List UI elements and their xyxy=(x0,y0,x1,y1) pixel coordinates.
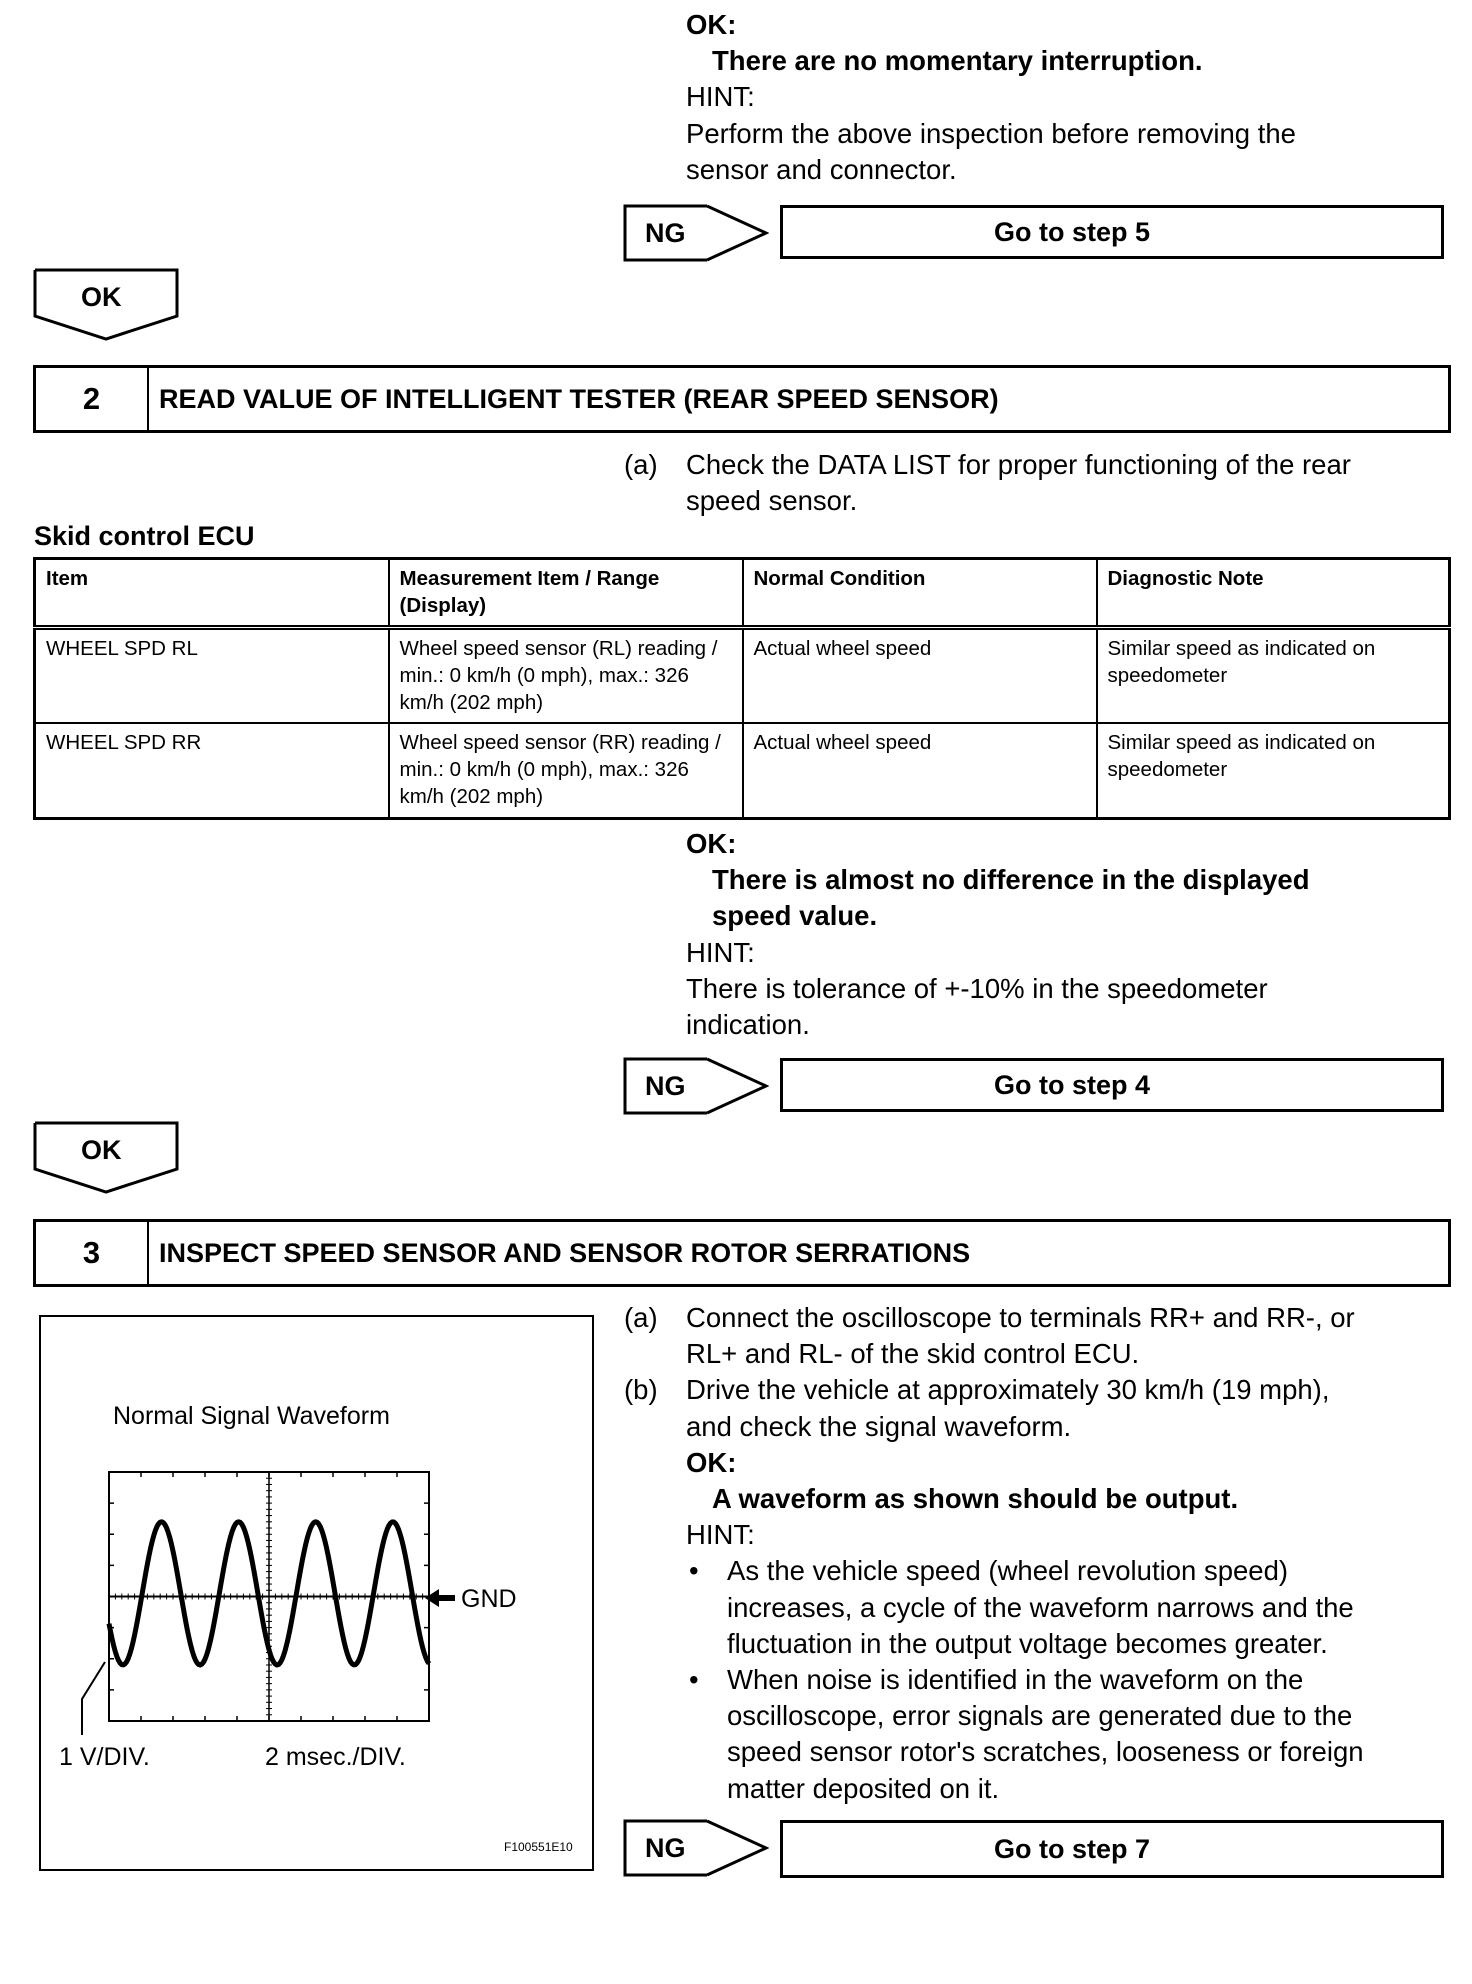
step-title: READ VALUE OF INTELLIGENT TESTER (REAR SPEED SENSOR) xyxy=(159,383,999,414)
ok-label: OK: xyxy=(686,828,737,859)
step-title: INSPECT SPEED SENSOR AND SENSOR ROTOR SERRATIONS xyxy=(159,1237,971,1268)
bullet-line: speed sensor rotor's scratches, looseness or foreign xyxy=(727,1736,1364,1768)
volt-leader-line xyxy=(82,1662,105,1735)
hint-line: There is tolerance of +-10% in the speedometer xyxy=(686,972,1268,1004)
volt-per-div-label: 1 V/DIV. xyxy=(59,1743,150,1771)
ok-label: OK: xyxy=(686,1446,737,1478)
hint-line: sensor and connector. xyxy=(686,153,957,185)
hint-line: indication. xyxy=(686,1009,810,1041)
step3-instructions xyxy=(686,1300,1364,1807)
bullet-icon: • xyxy=(689,1664,699,1696)
ok-label: OK: xyxy=(686,9,737,40)
instruction-line: and check the signal waveform. xyxy=(686,1410,1072,1442)
bullet-line: matter deposited on it. xyxy=(727,1772,1000,1804)
data-list-table xyxy=(33,557,1451,820)
go-to-step-4-link[interactable] xyxy=(780,1058,1444,1112)
hint-line: Perform the above inspection before removing the xyxy=(686,117,1296,149)
table-row xyxy=(35,628,1450,724)
top-ok-block xyxy=(686,7,1296,188)
bullet-line: As the vehicle speed (wheel revolution speed) xyxy=(727,1555,1289,1587)
step-number: 3 xyxy=(36,1222,149,1284)
step3-a-marker: (a) xyxy=(624,1302,658,1333)
instruction-line: speed sensor. xyxy=(686,485,858,517)
step-2-header xyxy=(33,365,1451,433)
goto-label: Go to step 4 xyxy=(993,1069,1150,1100)
table-header-row xyxy=(35,559,1450,628)
ok-arrow-icon xyxy=(33,268,179,342)
hint-bullet xyxy=(686,1553,1364,1662)
table-cell: WHEEL SPD RL xyxy=(35,628,389,724)
ok-arrow-label: OK xyxy=(81,282,122,312)
time-per-div-label: 2 msec./DIV. xyxy=(265,1743,406,1771)
figure-id: F100551E10 xyxy=(504,1840,573,1854)
go-to-step-5-link[interactable] xyxy=(780,205,1444,259)
goto-label: Go to step 5 xyxy=(993,216,1150,247)
bullet-line: When noise is identified in the waveform on the xyxy=(727,1664,1304,1696)
figure-title: Normal Signal Waveform xyxy=(113,1402,390,1430)
column-header: Measurement Item / Range (Display) xyxy=(389,559,743,628)
ok-arrow-label: OK xyxy=(81,1135,122,1165)
hint-label: HINT: xyxy=(686,1519,755,1551)
gnd-label: GND xyxy=(461,1585,517,1613)
ok-text: There are no momentary interruption. xyxy=(712,45,1203,77)
hint-label: HINT: xyxy=(686,936,755,968)
table-cell: WHEEL SPD RR xyxy=(35,723,389,818)
ng-label: NG xyxy=(645,1833,686,1863)
ok-text: A waveform as shown should be output. xyxy=(712,1483,1239,1515)
step2-a-text xyxy=(686,447,1351,519)
goto-label: Go to step 7 xyxy=(993,1833,1150,1864)
ng-arrow-icon xyxy=(623,1819,769,1877)
waveform-figure xyxy=(39,1315,594,1871)
table-row xyxy=(35,723,1450,818)
step-3-header xyxy=(33,1219,1451,1287)
bullet-line: oscilloscope, error signals are generated due to the xyxy=(727,1700,1353,1732)
step2-ok-block xyxy=(686,826,1310,1043)
bullet-line: fluctuation in the output voltage becomes greater. xyxy=(727,1627,1328,1659)
step3-b-marker: (b) xyxy=(624,1374,658,1405)
table-cell: Actual wheel speed xyxy=(743,723,1097,818)
table-cell: Similar speed as indicated on speedometer xyxy=(1097,628,1450,724)
instruction-line: Drive the vehicle at approximately 30 km/h (19 mph), xyxy=(686,1374,1330,1406)
column-header: Diagnostic Note xyxy=(1097,559,1450,628)
ok-arrow-icon xyxy=(33,1121,179,1195)
ng-label: NG xyxy=(645,218,686,248)
ok-text: speed value. xyxy=(712,900,878,932)
step-number: 2 xyxy=(36,368,149,430)
table-cell: Wheel speed sensor (RL) reading / min.: 0 km/h (0 mph), max.: 326 km/h (202 mph) xyxy=(389,628,743,724)
step2-a-marker: (a) xyxy=(624,449,658,480)
column-header: Item xyxy=(35,559,389,628)
bullet-line: increases, a cycle of the waveform narrows and the xyxy=(727,1591,1354,1623)
ng-label: NG xyxy=(645,1071,686,1101)
ng-arrow-icon xyxy=(623,1057,769,1115)
go-to-step-7-link[interactable] xyxy=(780,1820,1444,1878)
table-caption: Skid control ECU xyxy=(34,521,255,551)
ng-arrow-icon xyxy=(623,204,769,262)
column-header: Normal Condition xyxy=(743,559,1097,628)
instruction-line: RL+ and RL- of the skid control ECU. xyxy=(686,1338,1140,1370)
table-cell: Actual wheel speed xyxy=(743,628,1097,724)
hint-label: HINT: xyxy=(686,81,755,113)
table-cell: Wheel speed sensor (RR) reading / min.: 0 km/h (0 mph), max.: 326 km/h (202 mph) xyxy=(389,723,743,818)
bullet-icon: • xyxy=(689,1555,699,1587)
oscilloscope-grid xyxy=(109,1472,429,1721)
hint-bullet xyxy=(686,1662,1364,1807)
instruction-line: Connect the oscilloscope to terminals RR+ and RR-, or xyxy=(686,1302,1355,1333)
table-cell: Similar speed as indicated on speedometer xyxy=(1097,723,1450,818)
ok-text: There is almost no difference in the displayed xyxy=(712,864,1310,896)
instruction-line: Check the DATA LIST for proper functioning of the rear xyxy=(686,449,1351,480)
